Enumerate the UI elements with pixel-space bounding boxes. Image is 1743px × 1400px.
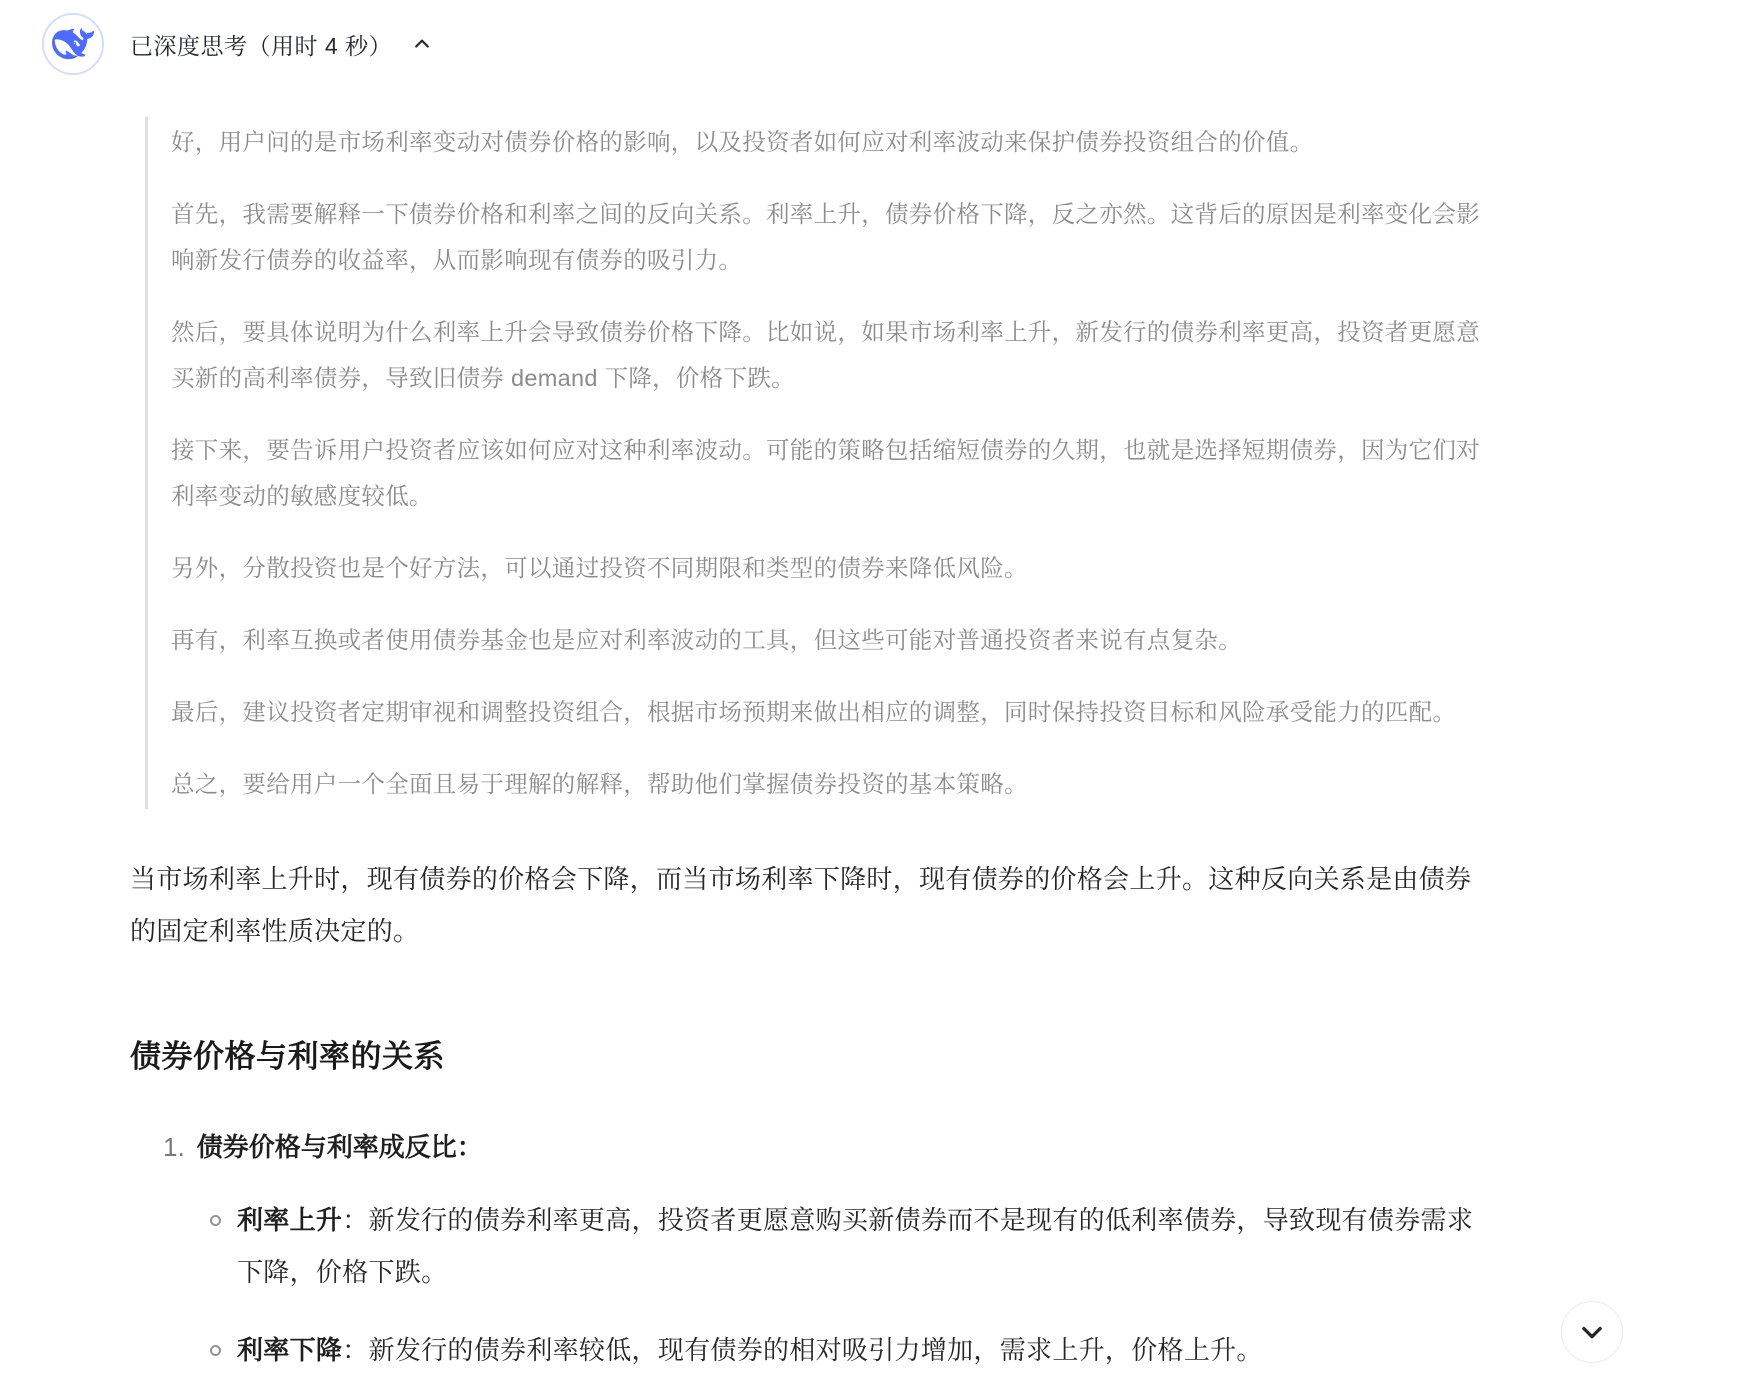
ordered-list [130, 1126, 1495, 1376]
answer-content [130, 853, 1495, 1376]
thinking-header [0, 0, 1743, 75]
thinking-paragraph: 接下来，要告诉用户投资者应该如何应对这种利率波动。可能的策略包括缩短债券的久期，也就是选择短期债券，因为它们对利率变动的敏感度较低。 [171, 437, 1480, 509]
sub-list-item [210, 1324, 1495, 1376]
scroll-to-bottom-button[interactable] [1561, 1301, 1623, 1363]
sub-bullet-list [130, 1194, 1495, 1376]
list-item-number: 1. [163, 1132, 185, 1162]
assistant-avatar [42, 13, 104, 75]
sub-item-separator: ： [342, 1335, 369, 1365]
sub-item-separator: ： [342, 1205, 369, 1235]
thinking-paragraph: 总之，要给用户一个全面且易于理解的解释，帮助他们掌握债券投资的基本策略。 [171, 771, 1028, 797]
thinking-paragraph: 好，用户问的是市场利率变动对债券价格的影响，以及投资者如何应对利率波动来保护债券投资组合的价值。 [171, 129, 1314, 155]
sub-list-item-text [237, 1194, 1495, 1298]
thinking-content [145, 117, 1485, 809]
list-item-title-text: 债券价格与利率成反比 [196, 1132, 457, 1162]
deepseek-whale-icon [52, 23, 94, 65]
thinking-paragraph: 最后，建议投资者定期审视和调整投资组合，根据市场预期来做出相应的调整，同时保持投资目标和风险承受能力的匹配。 [171, 699, 1457, 725]
thinking-paragraph: 首先，我需要解释一下债券价格和利率之间的反向关系。利率上升，债券价格下降，反之亦然。这背后的原因是利率变化会影响新发行债券的收益率，从而影响现有债券的吸引力。 [171, 201, 1480, 273]
sub-list-item-text [237, 1324, 1263, 1376]
thinking-paragraph: 再有，利率互换或者使用债券基金也是应对利率波动的工具，但这些可能对普通投资者来说有点复杂。 [171, 627, 1242, 653]
bullet-circle-icon [210, 1345, 221, 1356]
chevron-down-icon [1578, 1318, 1606, 1346]
answer-section-heading: 债券价格与利率的关系 [130, 1039, 445, 1074]
chevron-up-icon [412, 34, 432, 54]
list-item-colon: ： [456, 1132, 483, 1162]
sub-list-item [210, 1194, 1495, 1298]
thinking-status-label: 已深度思考（用时 4 秒） [130, 32, 393, 59]
list-item [130, 1126, 1495, 1168]
sub-item-body: 新发行的债券利率更高，投资者更愿意购买新债券而不是现有的低利率债券，导致现有债券需求下降，价格下跌。 [237, 1205, 1474, 1287]
answer-intro-paragraph: 当市场利率上升时，现有债券的价格会下降，而当市场利率下降时，现有债券的价格会上升。这种反向关系是由债券的固定利率性质决定的。 [130, 864, 1472, 946]
sub-item-term: 利率下降 [237, 1335, 343, 1365]
thinking-paragraph: 另外，分散投资也是个好方法，可以通过投资不同期限和类型的债券来降低风险。 [171, 555, 1028, 581]
bullet-circle-icon [210, 1215, 221, 1226]
sub-item-term: 利率上升 [237, 1205, 343, 1235]
thinking-paragraph: 然后，要具体说明为什么利率上升会导致债券价格下降。比如说，如果市场利率上升，新发行的债券利率更高，投资者更愿意买新的高利率债券，导致旧债券 demand 下降，价格下跌。 [171, 319, 1480, 391]
sub-item-body: 新发行的债券利率较低，现有债券的相对吸引力增加，需求上升，价格上升。 [368, 1335, 1263, 1365]
message-content [0, 117, 1520, 1376]
thinking-toggle-button[interactable] [130, 28, 432, 61]
list-item-title [197, 1126, 483, 1168]
